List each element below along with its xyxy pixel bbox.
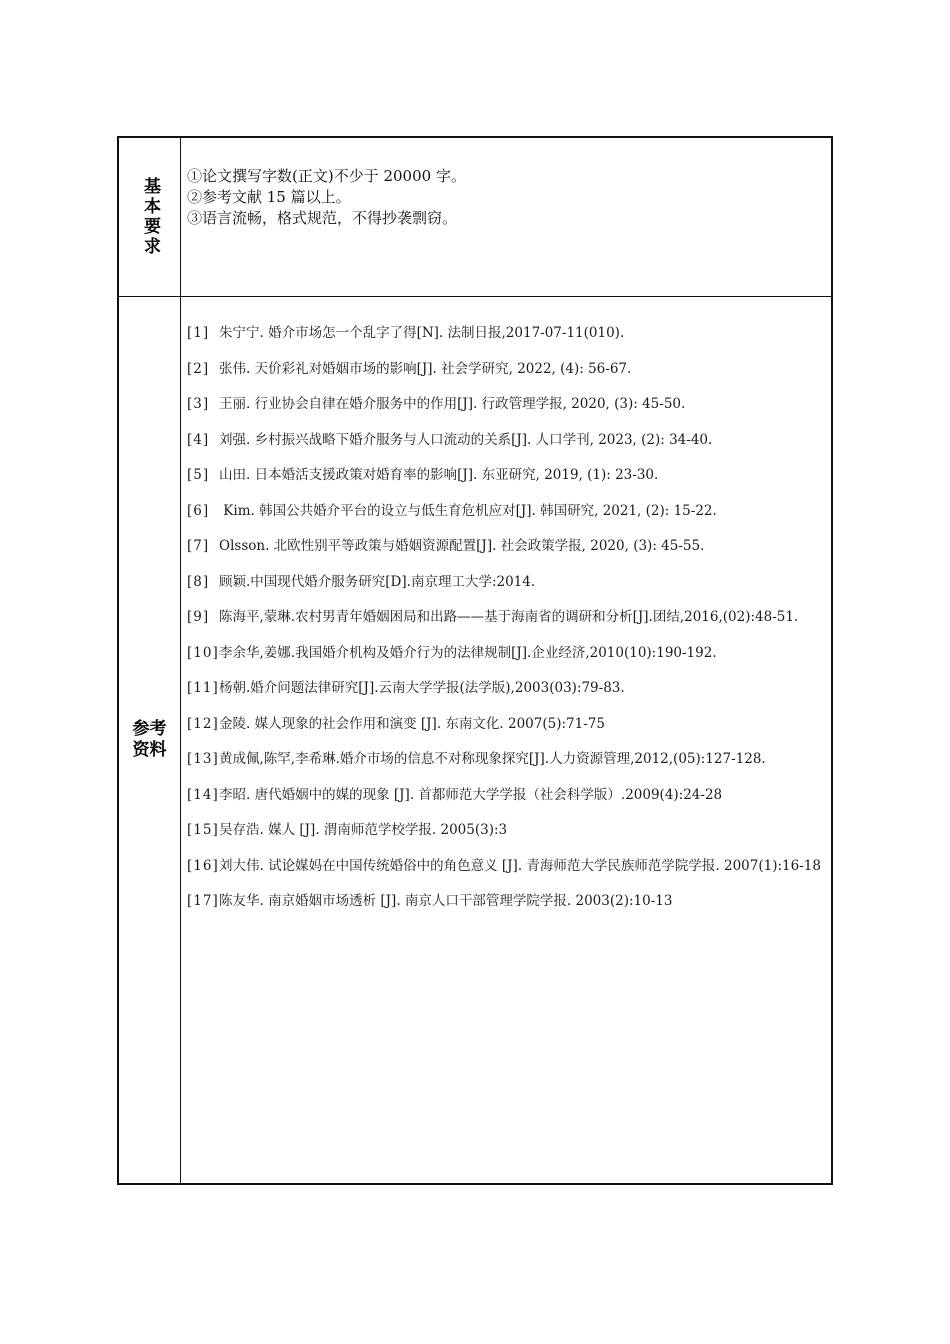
reference-number: [5] [187,467,210,483]
reference-number: [13] [187,751,219,767]
reference-item [187,707,823,743]
reference-item [187,778,823,814]
requirements-content-cell [181,138,831,296]
reference-number: [4] [187,431,210,448]
references-content-cell [181,297,831,1183]
reference-number: [7] [187,538,210,554]
reference-text: 张伟. 天价彩礼对婚姻市场的影响[J]. 社会学研究, 2022, (4): 56-67. [219,360,632,377]
reference-item [187,813,823,849]
reference-item [187,529,823,565]
reference-text: 陈海平,蒙琳.农村男青年婚姻困局和出路——基于海南省的调研和分析[J].团结,2016,(02):48-51. [219,609,799,625]
requirement-item: ②参考文献 15 篇以上。 [187,188,351,206]
reference-text: 吴存浩. 媒人 [J]. 渭南师范学校学报. 2005(3):3 [219,822,508,838]
reference-number: [9] [187,609,210,625]
reference-text: 山田. 日本婚活支援政策对婚育率的影响[J]. 东亚研究, 2019, (1): 23-30. [219,467,659,483]
reference-number: [2] [187,360,210,377]
reference-item [187,423,823,459]
requirements-label-cell [119,138,181,296]
reference-number: [1] [187,325,210,341]
reference-number: [16] [187,857,219,874]
reference-number: [15] [187,822,219,838]
references-row [119,297,831,1183]
reference-number: [3] [187,396,210,412]
reference-item [187,849,823,885]
reference-item [187,884,823,920]
requirements-list [181,138,831,229]
references-label: 参考资料 [132,719,167,760]
requirements-label: 基本要求 [140,177,160,257]
reference-item [187,636,823,672]
references-list [181,297,831,920]
reference-text: Kim. 韩国公共婚介平台的设立与低生育危机应对[J]. 韩国研究, 2021, (2): 15-22. [219,502,717,519]
references-label-cell [119,297,181,1183]
reference-text: Olsson. 北欧性别平等政策与婚姻资源配置[J]. 社会政策学报, 2020, (3): 45-55. [219,538,705,554]
reference-item [187,494,823,530]
reference-text: 黄成佩,陈罕,李希琳.婚介市场的信息不对称现象探究[J].人力资源管理,2012,(05):127-128. [219,751,766,767]
reference-text: 王丽. 行业协会自律在婚介服务中的作用[J]. 行政管理学报, 2020, (3): 45-50. [219,396,686,412]
reference-number: [11] [187,680,219,696]
reference-text: 杨朝.婚介问题法律研究[J].云南大学学报(法学版),2003(03):79-83. [219,680,625,696]
reference-text: 顾颖.中国现代婚介服务研究[D].南京理工大学:2014. [219,573,536,590]
requirement-item: ①论文撰写字数(正文)不少于 20000 字。 [187,167,466,185]
reference-number: [14] [187,786,219,803]
requirements-row [119,138,831,297]
reference-text: 金陵. 媒人现象的社会作用和演变 [J]. 东南文化. 2007(5):71-75 [219,715,605,732]
reference-number: [12] [187,715,219,732]
reference-text: 李余华,姜娜.我国婚介机构及婚介行为的法律规制[J].企业经济,2010(10):190-192. [219,644,717,661]
reference-number: [6] [187,502,210,519]
reference-text: 朱宁宁. 婚介市场怎一个乱字了得[N]. 法制日报,2017-07-11(010). [219,325,625,341]
reference-text: 陈友华. 南京婚姻市场透析 [J]. 南京人口干部管理学院学报. 2003(2):10-13 [219,893,673,909]
reference-item [187,671,823,707]
reference-item [187,352,823,388]
reference-item [187,458,823,494]
reference-number: [10] [187,644,219,661]
reference-number: [17] [187,893,219,909]
requirement-item: ③语言流畅，格式规范，不得抄袭剽窃。 [187,209,458,227]
reference-text: 刘强. 乡村振兴战略下婚介服务与人口流动的关系[J]. 人口学刊, 2023, (2): 34-40. [219,431,713,448]
reference-number: [8] [187,573,210,590]
reference-item [187,387,823,423]
reference-item [187,600,823,636]
reference-item [187,742,823,778]
form-table [117,136,833,1185]
reference-item [187,565,823,601]
reference-text: 刘大伟. 试论媒妈在中国传统婚俗中的角色意义 [J]. 青海师范大学民族师范学院学报. 2007(1):16-18 [219,857,821,874]
reference-item [187,316,823,352]
reference-text: 李昭. 唐代婚姻中的媒的现象 [J]. 首都师范大学学报（社会科学版）.2009(4):24-28 [219,786,723,803]
